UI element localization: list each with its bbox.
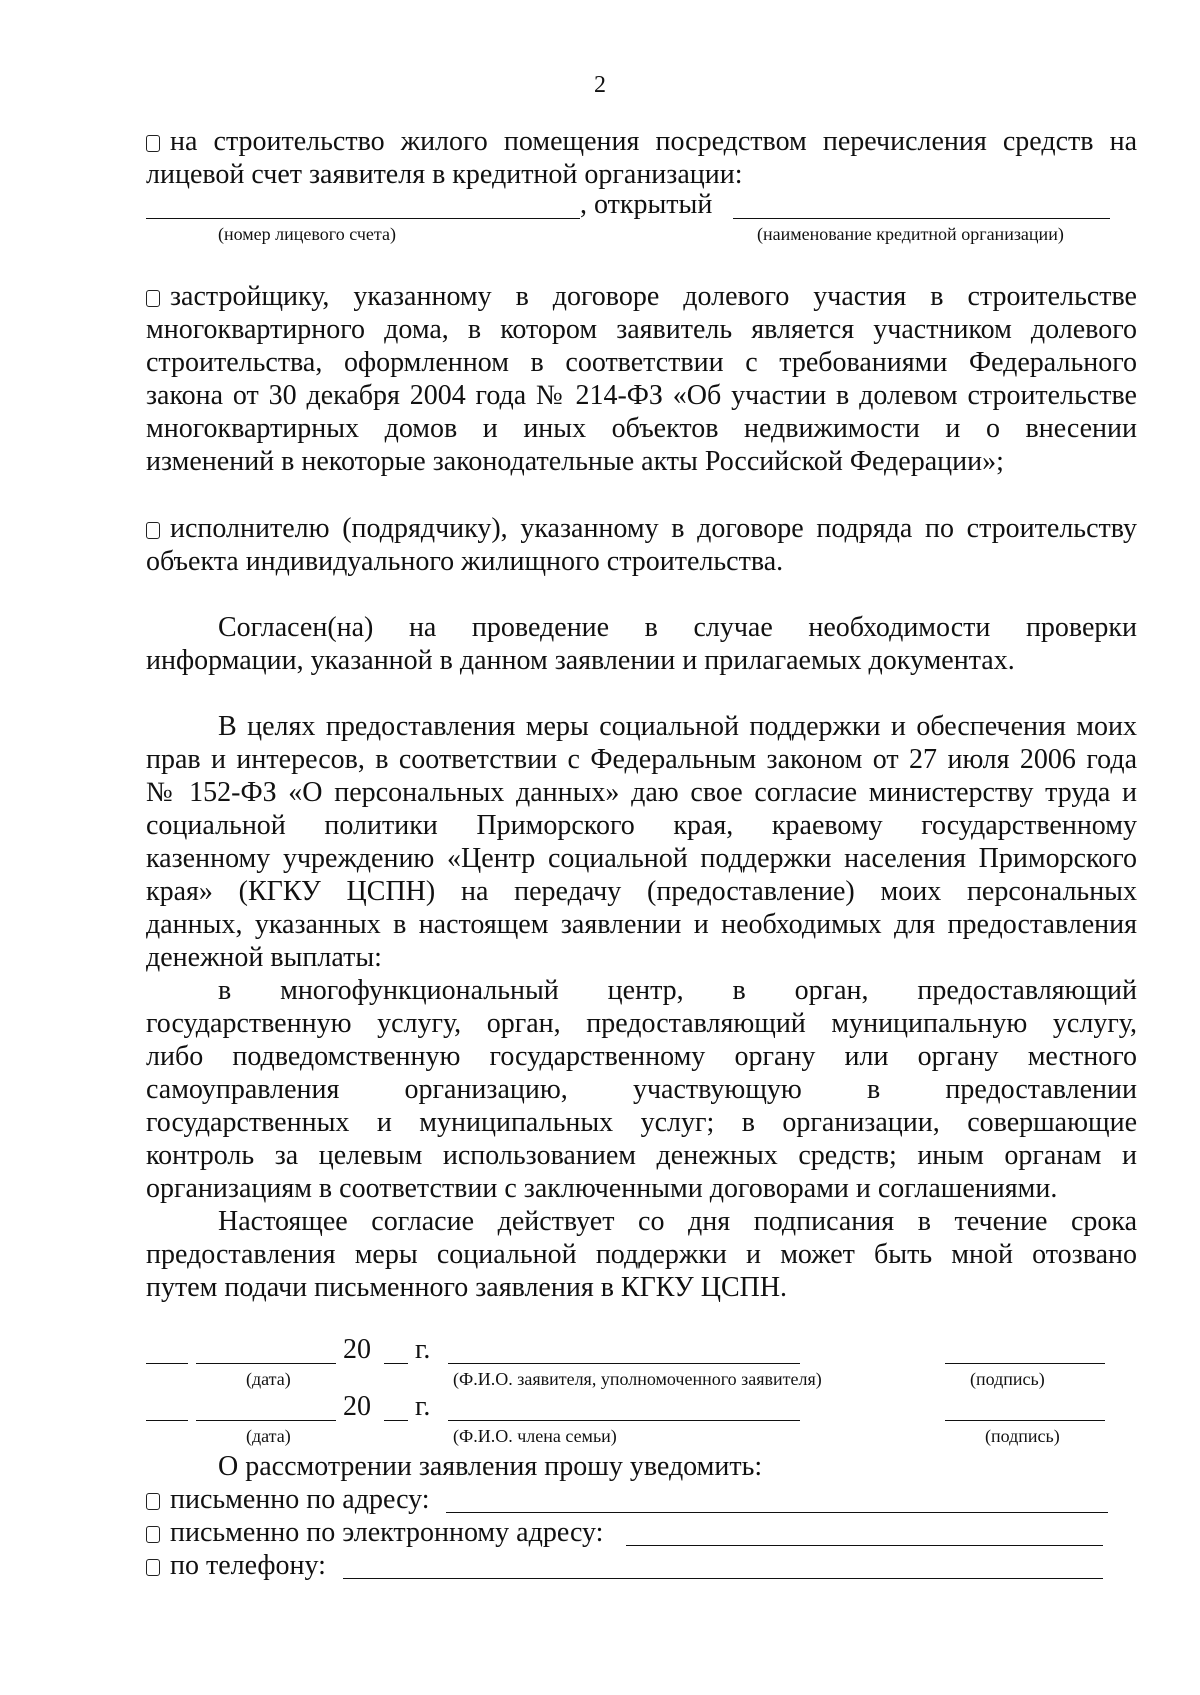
option-developer-line6: изменений в некоторые законодательные акты Российской Федерации»;: [146, 446, 1004, 477]
checkbox-icon[interactable]: [146, 1526, 160, 1543]
consent-term-line3: путем подачи письменного заявления в КГКУ ЦСПН.: [146, 1272, 788, 1303]
option-contractor-line2: объекта индивидуального жилищного строительства.: [146, 546, 784, 577]
option-developer-line2: многоквартирного дома, в котором заявитель является участником долевого: [146, 314, 1137, 345]
consent-data-line12: самоуправления организацию, участвующую в предоставлении: [146, 1074, 1137, 1105]
date-day-field[interactable]: [146, 1420, 188, 1421]
checkbox-icon[interactable]: [146, 135, 160, 152]
notify-by-email-option: письменно по электронному адресу:: [146, 1516, 603, 1549]
option-developer-line5: многоквартирных домов и иных объектов недвижимости и о внесении: [146, 413, 1137, 444]
opened-label: , открытый: [580, 189, 713, 220]
consent-data-line5: казенному учреждению «Центр социальной поддержки населения Приморского: [146, 843, 1137, 874]
date-caption: (дата): [246, 1369, 291, 1389]
checkbox-icon[interactable]: [146, 522, 160, 539]
date-day-field[interactable]: [146, 1363, 188, 1364]
bank-name-field[interactable]: [733, 218, 1110, 219]
year-prefix: 20: [343, 1334, 371, 1365]
signature-caption: (подпись): [985, 1426, 1060, 1446]
consent-check-line2: информации, указанной в данном заявлении и прилагаемых документах.: [146, 645, 1015, 676]
year-suffix: г.: [415, 1334, 431, 1365]
date-month-field[interactable]: [196, 1420, 336, 1421]
consent-data-line1: В целях предоставления меры социальной поддержки и обеспечения моих: [218, 711, 1137, 742]
option-developer-line1: застройщику, указанному в договоре долевого участия в строительстве: [146, 280, 1137, 313]
checkbox-icon[interactable]: [146, 290, 160, 307]
option-developer-line4: закона от 30 декабря 2004 года № 214-ФЗ «Об участии в долевом строительстве: [146, 380, 1137, 411]
consent-data-line6: края» (КГКУ ЦСПН) на передачу (предоставление) моих персональных: [146, 876, 1137, 907]
consent-data-line7: данных, указанных в настоящем заявлении и необходимых для предоставления: [146, 909, 1137, 940]
consent-data-line8: денежной выплаты:: [146, 942, 382, 973]
date-caption: (дата): [246, 1426, 291, 1446]
family-member-fio-field[interactable]: [448, 1420, 800, 1421]
option-contractor-line1: исполнителю (подрядчику), указанному в договоре подряда по строительству: [146, 512, 1137, 545]
option-account-line1: на строительство жилого помещения посредством перечисления средств на: [146, 125, 1137, 158]
consent-data-line9: в многофункциональный центр, в орган, предоставляющий: [218, 975, 1137, 1006]
family-member-signature-field[interactable]: [945, 1420, 1105, 1421]
consent-data-line4: социальной политики Приморского края, краевому государственному: [146, 810, 1137, 841]
email-address-field[interactable]: [626, 1545, 1103, 1546]
consent-data-line3: № 152-ФЗ «О персональных данных» даю свое согласие министерству труда и: [146, 777, 1137, 808]
consent-data-line15: организациям в соответствии с заключенными договорами и соглашениями.: [146, 1173, 1058, 1204]
option-developer-line3: строительства, оформленном в соответствии с требованиями Федерального: [146, 347, 1137, 378]
date-year-field[interactable]: [384, 1420, 408, 1421]
notify-by-phone-option: по телефону:: [146, 1549, 326, 1582]
bank-name-caption: (наименование кредитной организации): [757, 224, 1064, 244]
applicant-signature-field[interactable]: [945, 1363, 1105, 1364]
checkbox-icon[interactable]: [146, 1559, 160, 1576]
consent-data-line11: либо подведомственную государственному органу или органу местного: [146, 1041, 1137, 1072]
account-number-field[interactable]: [146, 218, 580, 219]
consent-data-line14: контроль за целевым использованием денежных средств; иным органам и: [146, 1140, 1137, 1171]
phone-field[interactable]: [343, 1578, 1103, 1579]
year-suffix: г.: [415, 1391, 431, 1422]
consent-data-line2: прав и интересов, в соответствии с Федеральным законом от 27 июля 2006 года: [146, 744, 1137, 775]
year-prefix: 20: [343, 1391, 371, 1422]
consent-term-line1: Настоящее согласие действует со дня подписания в течение срока: [218, 1206, 1137, 1237]
date-year-field[interactable]: [384, 1363, 408, 1364]
page-number: 2: [594, 72, 606, 98]
consent-term-line2: предоставления меры социальной поддержки и может быть мной отозвано: [146, 1239, 1137, 1270]
consent-data-line13: государственных и муниципальных услуг; в организации, совершающие: [146, 1107, 1137, 1138]
signature-caption: (подпись): [970, 1369, 1045, 1389]
consent-data-line10: государственную услугу, орган, предоставляющий муниципальную услугу,: [146, 1008, 1137, 1039]
consent-check-line1: Согласен(на) на проведение в случае необходимости проверки: [218, 612, 1137, 643]
notify-heading: О рассмотрении заявления прошу уведомить:: [218, 1451, 763, 1482]
applicant-fio-field[interactable]: [448, 1363, 800, 1364]
option-account-line2: лицевой счет заявителя в кредитной организации:: [146, 159, 743, 190]
family-member-fio-caption: (Ф.И.О. члена семьи): [453, 1426, 617, 1446]
date-month-field[interactable]: [196, 1363, 336, 1364]
notify-by-mail-option: письменно по адресу:: [146, 1483, 430, 1516]
account-number-caption: (номер лицевого счета): [218, 224, 396, 244]
applicant-fio-caption: (Ф.И.О. заявителя, уполномоченного заявителя): [453, 1369, 822, 1389]
mail-address-field[interactable]: [446, 1512, 1108, 1513]
checkbox-icon[interactable]: [146, 1493, 160, 1510]
